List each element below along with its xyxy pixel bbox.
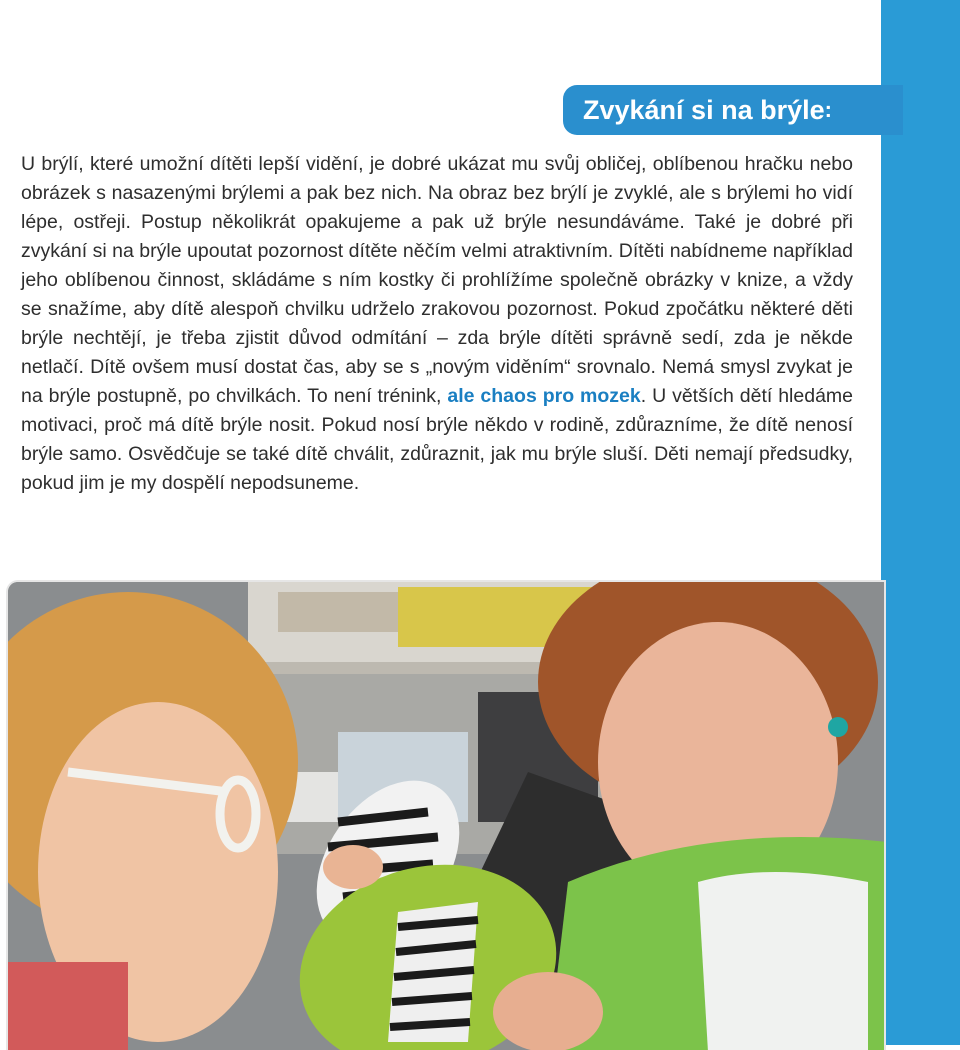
section-title-colon: : (824, 97, 832, 122)
photo-child-with-glasses-and-therapist (6, 580, 886, 1050)
side-accent-bar (881, 0, 960, 1045)
body-text-part1: U brýlí, které umožní dítěti lepší vidění, je dobré ukázat mu svůj obličej, oblíbenou hračku nebo obrázek s nasazenými brýlemi a pak bez nich. Na obraz bez brýlí je zvyklé, ale s brýlemi ho vidí lépe, ostřeji. Postup několikrát opakujeme a pak už brýle nesundáváme. Také je dobré při zvykání si na brýle upoutat pozornost dítěte něčím velmi atraktivním. Dítěti nabídneme například jeho oblíbenou činnost, skládáme s ním kostky či prohlížíme společně obrázky v knize, a vždy se snažíme, aby dítě alespoň chvilku udrželo zrakovou pozornost. Pokud zpočátku některé děti brýle nechtějí, je třeba zjistit důvod odmítání – zda brýle dítěti správně sedí, zda je někde netlačí. Dítě ovšem musí dostat čas, aby se s „novým viděním“ srovnalo. Nemá smysl zvykat je na brýle postupně, po chvilkách. To není trénink, (21, 153, 853, 407)
body-paragraph (21, 150, 853, 498)
photo-illustration (8, 582, 886, 1050)
body-highlight: ale chaos pro mozek (447, 385, 641, 407)
section-title-text: Zvykání si na brýle (583, 94, 825, 125)
section-title (563, 85, 903, 135)
body-text-part2: . U větších dětí hledáme motivaci, proč má dítě brýle nosit. Pokud nosí brýle někdo v rodině, zdůrazníme, že dítě nenosí brýle samo. Osvědčuje se také dítě chválit, zdůraznit, jak mu brýle sluší. Děti nemají předsudky, pokud jim je my dospělí nepodsuneme. (21, 385, 854, 494)
